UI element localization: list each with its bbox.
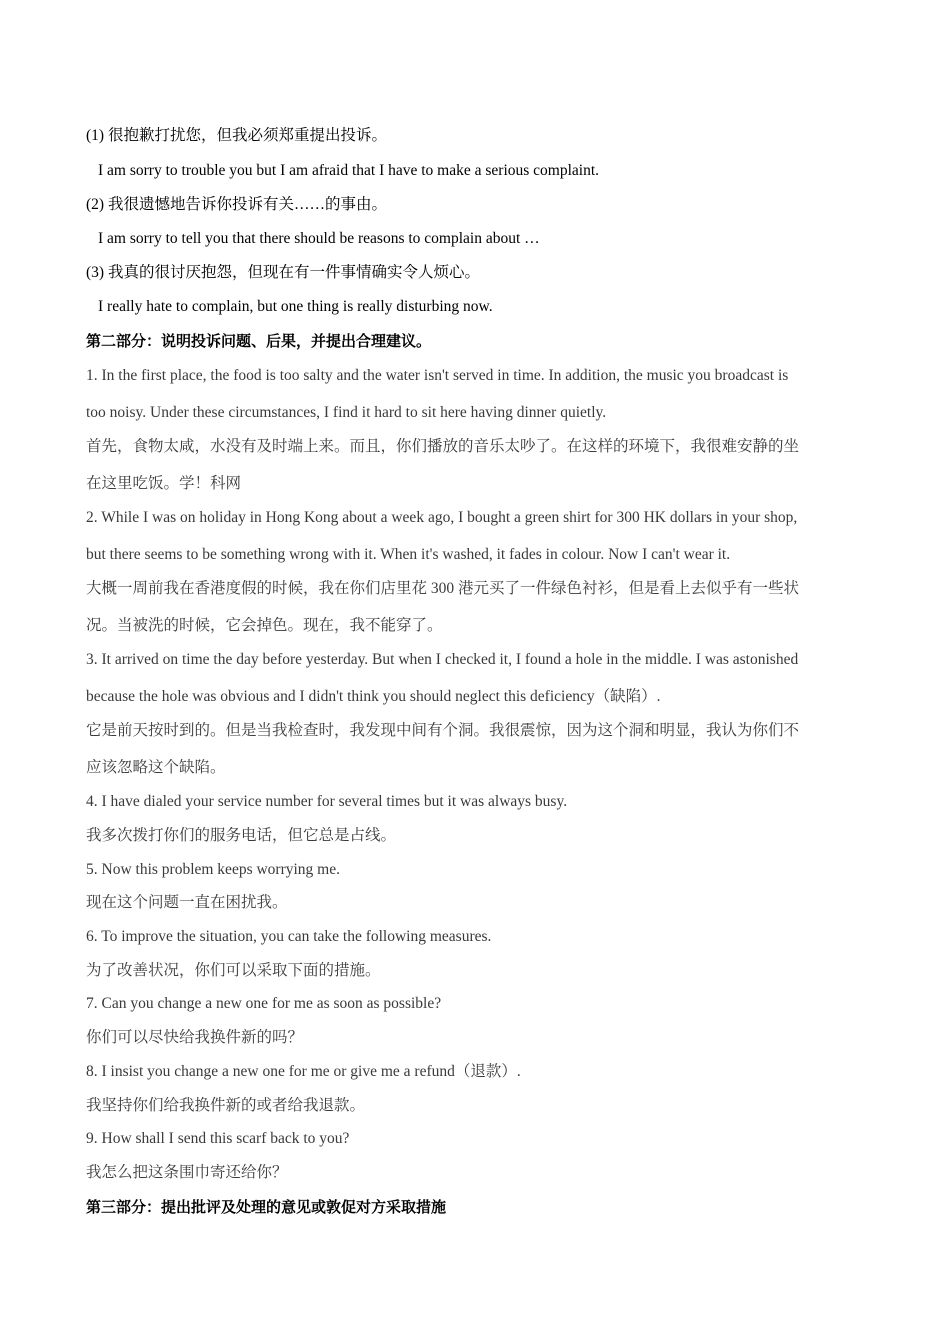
part3-heading: 第三部分：提出批评及处理的意见或敦促对方采取措施	[86, 1198, 447, 1216]
part2-item-6-en: 6. To improve the situation, you can take the following measures.	[86, 928, 492, 945]
part2-item-2-en-line2: but there seems to be something wrong with it. When it's washed, it fades in colour. Now I can't wear it.	[86, 546, 731, 563]
part2-item-4-zh: 我多次拨打你们的服务电话，但它总是占线。	[86, 827, 397, 844]
part2-item-8-en: 8. I insist you change a new one for me or give me a refund（退款）.	[86, 1063, 521, 1080]
part1-item-1-zh: (1) 很抱歉打扰您，但我必须郑重提出投诉。	[86, 127, 387, 144]
part2-item-9-en: 9. How shall I send this scarf back to you?	[86, 1130, 350, 1147]
part2-item-4-en: 4. I have dialed your service number for several times but it was always busy.	[86, 793, 568, 810]
part2-item-7-en: 7. Can you change a new one for me as soon as possible?	[86, 995, 442, 1012]
part2-item-5-zh: 现在这个问题一直在困扰我。	[86, 894, 288, 911]
part2-item-3-zh-line1: 它是前天按时到的。但是当我检查时，我发现中间有个洞。我很震惊，因为这个洞和明显，我认为你们不	[86, 722, 800, 739]
part2-item-1-en-line2: too noisy. Under these circumstances, I find it hard to sit here having dinner quietly.	[86, 404, 607, 421]
part1-item-2-en: I am sorry to tell you that there should be reasons to complain about …	[98, 230, 540, 247]
part1-item-1-en: I am sorry to trouble you but I am afraid that I have to make a serious complaint.	[98, 162, 600, 179]
part2-item-1-en-line1: 1. In the first place, the food is too salty and the water isn't served in time. In addition, the music you broadcast is	[86, 367, 789, 384]
part2-item-1-zh-line1: 首先，食物太咸，水没有及时端上来。而且，你们播放的音乐太吵了。在这样的环境下，我很难安静的坐	[86, 438, 800, 455]
part2-item-1-zh-line2: 在这里吃饭。学！科网	[86, 475, 242, 492]
part2-item-2-en-line1: 2. While I was on holiday in Hong Kong about a week ago, I bought a green shirt for 300 HK dollars in your shop,	[86, 509, 798, 526]
part2-item-9-zh: 我怎么把这条围巾寄还给你？	[86, 1164, 288, 1181]
part2-item-2-zh-line1: 大概一周前我在香港度假的时候，我在你们店里花 300 港元买了一件绿色衬衫，但是看上去似乎有一些状	[86, 580, 800, 597]
part2-item-7-zh: 你们可以尽快给我换件新的吗？	[86, 1029, 304, 1046]
part2-item-8-zh: 我坚持你们给我换件新的或者给我退款。	[86, 1097, 366, 1114]
part2-item-3-en-line1: 3. It arrived on time the day before yesterday. But when I checked it, I found a hole in the middle. I was astonished	[86, 651, 799, 668]
part1-item-3-en: I really hate to complain, but one thing is really disturbing now.	[98, 298, 493, 315]
part2-item-6-zh: 为了改善状况，你们可以采取下面的措施。	[86, 962, 381, 979]
part2-item-3-en-line2: because the hole was obvious and I didn't think you should neglect this deficiency（缺陷）.	[86, 688, 661, 705]
part2-item-3-zh-line2: 应该忽略这个缺陷。	[86, 759, 226, 776]
part1-item-2-zh: (2) 我很遗憾地告诉你投诉有关……的事由。	[86, 196, 387, 213]
part2-item-2-zh-line2: 况。当被洗的时候，它会掉色。现在，我不能穿了。	[86, 617, 443, 634]
part2-item-5-en: 5. Now this problem keeps worrying me.	[86, 861, 340, 878]
part1-item-3-zh: (3) 我真的很讨厌抱怨，但现在有一件事情确实令人烦心。	[86, 264, 480, 281]
part2-heading: 第二部分：说明投诉问题、后果，并提出合理建议。	[86, 332, 432, 350]
